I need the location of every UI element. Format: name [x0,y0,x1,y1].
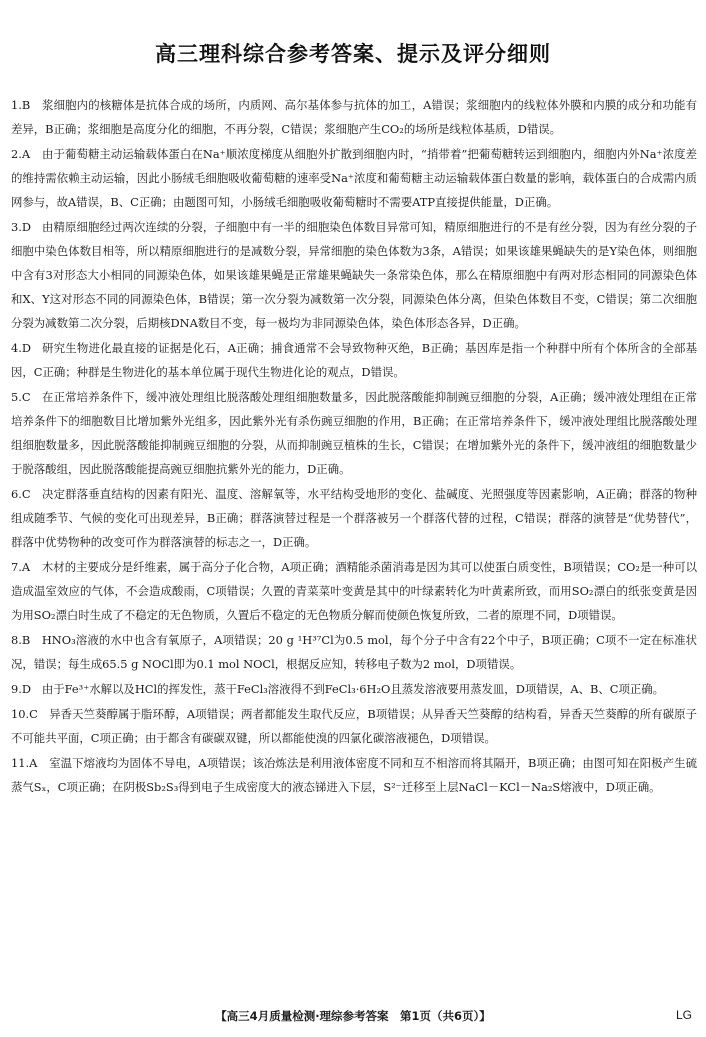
item-answer: C [21,390,31,404]
item-number: 2. [11,147,22,161]
item-explanation: 异香天竺葵醇属于脂环醇，A项错误；两者都能发生取代反应，B项错误；从异香天竺葵醇的结构看，异香天竺葵醇的所有碳原子不可能共平面，C项正确；由于都含有碳碳双键，所以都能使溴的四氯化碳溶液褪色，D项错误。 [11,707,697,745]
item-answer: C [21,487,31,501]
answer-item-4 [11,336,697,384]
item-answer: C [29,707,38,721]
item-explanation: 室温下熔液均为固体不导电，A项错误；该冶炼法是利用液体密度不同和互不相溶而将其隔开，B项正确；由图可知在阳极产生硫蒸气Sₓ，C项正确；在阴极Sb₂S₃得到电子生成密度大的液态锑进入下层，S²⁻迁移至上层NaCl－KCl－Na₂S熔液中，D项正确。 [11,756,697,794]
item-number: 6. [11,487,22,501]
item-number: 1. [11,98,22,112]
answer-list [11,93,697,799]
item-answer: B [21,98,31,112]
answer-item-3 [11,215,697,335]
answer-item-5 [11,385,697,481]
item-number: 11. [11,756,30,770]
item-answer: D [21,220,32,234]
item-explanation: 由精原细胞经过两次连续的分裂，子细胞中有一半的细胞染色体数目异常可知，精原细胞进行的不是有丝分裂，因为有丝分裂的子细胞中染色体数目相等，所以精原细胞进行的是减数分裂，异常细胞的染色体数为3条，A错误；如果该雄果蝇缺失的是Y染色体，则细胞中含有3对形态大小相同的同源染色体，如果该雄果蝇是正常雄果蝇缺失一条常染色体，那么在精原细胞中有两对形态相同的同源染色体和X、Y这对形态不同的同源染色体，B错误；第一次分裂为减数第一次分裂，同源染色体分离，但染色体数目不变，C错误；第二次细胞分裂为减数第二次分裂，后期核DNA数目不变，每一极均为非同源染色体，染色体形态各异，D正确。 [11,220,697,330]
answer-item-7 [11,555,697,627]
footer-code: LG [675,1008,692,1022]
item-answer: D [21,682,32,696]
item-number: 7. [11,560,22,574]
item-explanation: HNO₃溶液的水中也含有氧原子，A项错误；20 g ¹H³⁷Cl为0.5 mol，每个分子中含有22个中子，B项正确；C项不一定在标准状况，错误；每生成65.5 g NOCl即为0.1 mol NOCl，根据反应知，转移电子数为2 mol，D项错误。 [11,633,697,671]
item-answer: A [21,147,31,161]
item-explanation: 由于葡萄糖主动运输载体蛋白在Na⁺顺浓度梯度从细胞外扩散到细胞内时，“捎带着”把葡萄糖转运到细胞内，细胞内外Na⁺浓度差的维持需依赖主动运输，因此小肠绒毛细胞吸收葡萄糖的速率受Na⁺浓度和葡萄糖主动运输载体蛋白数量的影响，载体蛋白的合成需内质网参与，故A错误，B、C正确；由题图可知，小肠绒毛细胞吸收葡萄糖时不需要ATP直接提供能量，D正确。 [11,147,697,209]
answer-item-11 [11,751,697,799]
item-number: 5. [11,390,22,404]
item-number: 3. [11,220,22,234]
item-explanation: 研究生物进化最直接的证据是化石，A正确；捕食通常不会导致物种灭绝，B正确；基因库是指一个种群中所有个体所含的全部基因，C正确；种群是生物进化的基本单位属于现代生物进化论的观点，D错误。 [11,341,697,379]
answer-item-2 [11,142,697,214]
item-answer: A [29,756,38,770]
item-answer: D [21,341,32,355]
page-footer [0,1008,706,1028]
item-number: 9. [11,682,22,696]
item-answer: B [21,633,31,647]
item-answer: A [21,560,31,574]
answer-item-10 [11,702,697,750]
page-title: 高三理科综合参考答案、提示及评分细则 [155,42,551,66]
item-number: 4. [11,341,22,355]
item-explanation: 决定群落垂直结构的因素有阳光、温度、溶解氧等，水平结构受地形的变化、盐碱度、光照强度等因素影响，A正确；群落的物种组成随季节、气候的变化可出现差异，B正确；群落演替过程是一个群落被另一个群落代替的过程，C错误；群落的演替是“优势替代”，群落中优势物种的改变可作为群落演替的标志之一，D正确。 [11,487,697,549]
item-explanation: 在正常培养条件下，缓冲液处理组比脱落酸处理组细胞数量多，因此脱落酸能抑制豌豆细胞的分裂，A正确；缓冲液处理组在正常培养条件下的细胞数目比增加紫外光组多，因此紫外光有杀伤豌豆细胞的作用，B正确；在正常培养条件下，缓冲液处理组比脱落酸处理组细胞数量多，因此脱落酸能抑制豌豆细胞的分裂，从而抑制豌豆植株的生长，C错误；在增加紫外光的条件下，缓冲液组的细胞数量少于脱落酸组，因此脱落酸能提高豌豆细胞抗紫外光的能力，D正确。 [11,390,697,476]
answer-item-6 [11,482,697,554]
item-number: 8. [11,633,22,647]
footer-page-info: 【高三4月质量检测·理综参考答案 第1页（共6页）】 [215,1009,491,1023]
item-explanation: 木材的主要成分是纤维素，属于高分子化合物，A项正确；酒精能杀菌消毒是因为其可以使蛋白质变性，B项错误；CO₂是一种可以造成温室效应的气体，不会造成酸雨，C项错误；久置的青菜菜叶变黄是其中的叶绿素转化为叶黄素所致，而用SO₂漂白的纸张变黄是因为用SO₂漂白时生成了不稳定的无色物质，久置后不稳定的无色物质分解而使颜色恢复所致，二者的原理不同，D项错误。 [11,560,697,622]
answer-item-9 [11,677,697,701]
item-explanation: 浆细胞内的核糖体是抗体合成的场所，内质网、高尔基体参与抗体的加工，A错误；浆细胞内的线粒体外膜和内膜的成分和功能有差异，B正确；浆细胞是高度分化的细胞，不再分裂，C错误；浆细胞产生CO₂的场所是线粒体基质，D错误。 [11,98,697,136]
item-number: 10. [11,707,30,721]
item-explanation: 由于Fe³⁺水解以及HCl的挥发性，蒸干FeCl₃溶液得不到FeCl₃·6H₂O且蒸发溶液要用蒸发皿，D项错误，A、B、C项正确。 [41,682,665,696]
answer-item-8 [11,628,697,676]
answer-item-1 [11,93,697,141]
